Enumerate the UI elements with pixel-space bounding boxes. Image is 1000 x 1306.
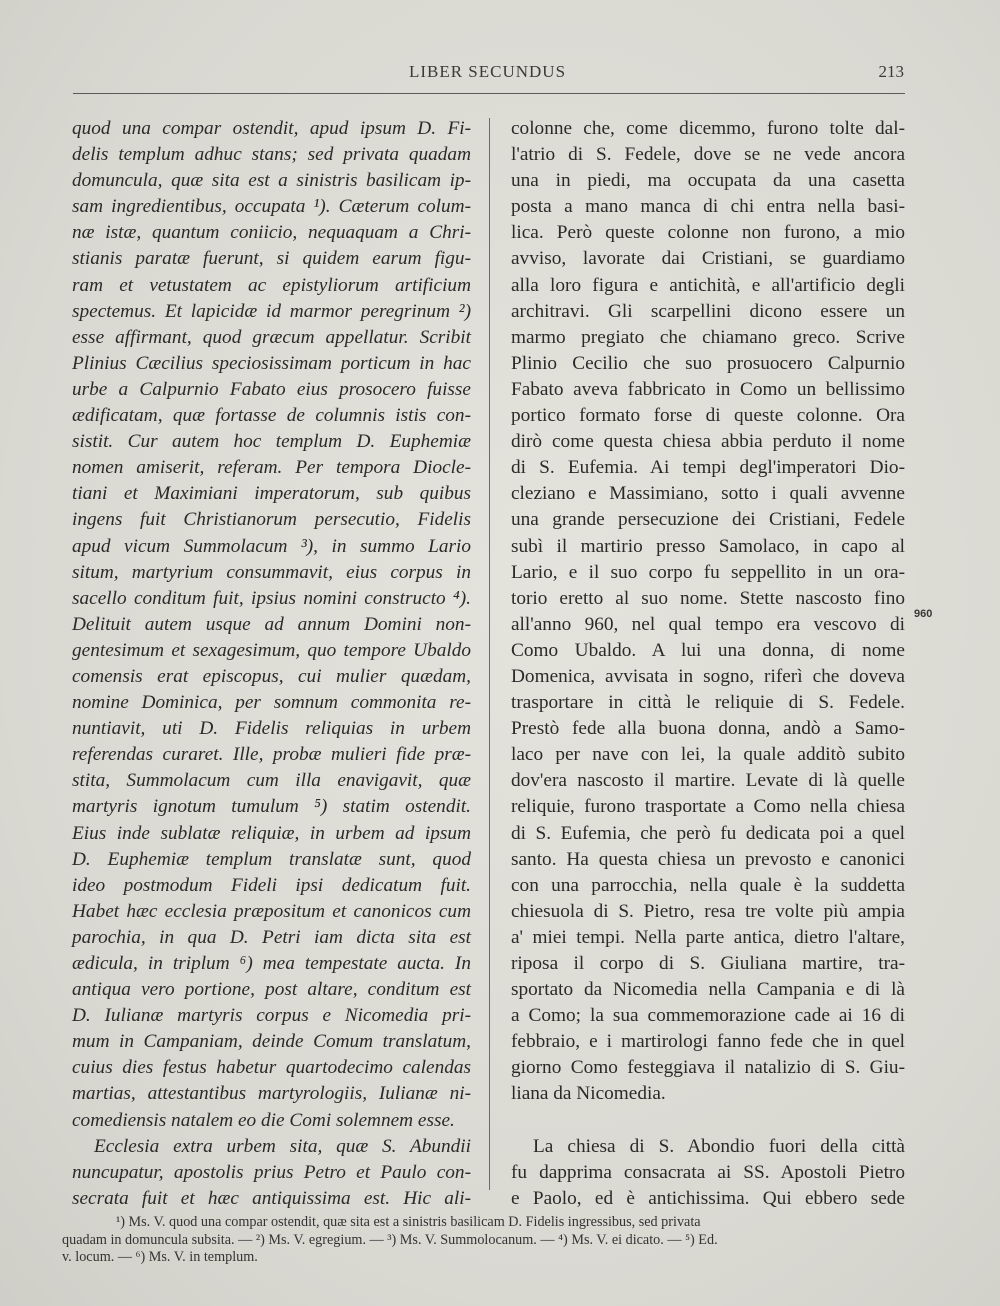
- italian-text-line: colonne che, come dicemmo, furono tolte dal-: [511, 118, 905, 139]
- latin-text-line: ædificatam, quæ fortasse de columnis istis con-: [72, 405, 471, 427]
- latin-text-line: situm, martyrium consummavit, eius corpus in: [72, 561, 471, 583]
- latin-text-line: Habet hæc ecclesia præpositum et canonicos cum: [72, 900, 471, 922]
- italian-text-line: l'atrio di S. Fedele, dove se ne vede ancora: [511, 144, 905, 166]
- italian-text-line: a' miei tempi. Nella parte antica, dietro l'altare,: [511, 926, 905, 948]
- latin-text-line: referendas curaret. Ille, probæ mulieri fide præ-: [72, 744, 471, 766]
- latin-text-line: esse affirmant, quod græcum appellatur. Scribit: [72, 326, 471, 348]
- italian-text-line: Fabato aveva fabbricato in Como un bellissimo: [511, 378, 905, 400]
- latin-text-line: D. Euphemiæ templum translatæ sunt, quod: [72, 848, 471, 870]
- latin-text-line: urbe a Calpurnio Fabato eius prosocero fuisse: [72, 378, 471, 400]
- italian-text-line: Prestò fede alla buona donna, andò a Samo-: [511, 718, 905, 740]
- latin-text-line: Eius inde sublatæ reliquiæ, in urbem ad ipsum: [72, 822, 471, 844]
- latin-text-line: Delituit autem usque ad annum Domini non-: [72, 613, 471, 635]
- italian-text-line: alla loro figura e antichità, e all'artificio degli: [511, 274, 905, 296]
- latin-text-column: [72, 116, 471, 1212]
- italian-text-line: dirò come questa chiesa abbia perduto il nome: [511, 431, 905, 453]
- italian-text-line: trasportare in città le reliquie di S. Fedele.: [511, 692, 905, 714]
- footnote-line: quadam in domuncula subsita. — ²) Ms. V. egregium. — ³) Ms. V. Summolocanum. — ⁴) Ms. V. ei dicato. — ⁵) Ed.: [62, 1231, 718, 1248]
- italian-text-line: lica. Però queste colonne non furono, a mio: [511, 222, 905, 244]
- italian-text-line: di S. Eufemia. Ai tempi degl'imperatori Dio-: [511, 457, 905, 479]
- paragraph-gap: [511, 1108, 905, 1134]
- italian-text-line: giorno Como festeggiava il natalizio di S. Giu-: [511, 1057, 905, 1079]
- footnote-line: v. locum. — ⁶) Ms. V. in templum.: [62, 1249, 258, 1265]
- italian-text-line: cleziano e Massimiano, sotto i quali avvenne: [511, 483, 905, 505]
- italian-text-line: architravi. Gli scarpellini dicono essere un: [511, 300, 905, 322]
- italian-text-line: una in piedi, ma occupata da una casetta: [511, 170, 905, 192]
- italian-text-line: una grande persecuzione dei Cristiani, Fedele: [511, 509, 905, 531]
- latin-text-line: mum in Campaniam, deinde Comum translatum,: [72, 1031, 471, 1053]
- latin-text-line: parochia, in qua D. Petri iam dicta sita est: [72, 926, 471, 948]
- italian-text-line: Lario, e il suo corpo fu seppellito in un ora-: [511, 561, 905, 583]
- italian-text-line: con una parrocchia, nella quale è la suddetta: [511, 874, 905, 896]
- margin-year-note: 960: [914, 608, 933, 620]
- latin-text-line: næ istæ, quantum coniicio, nequaquam a Chri-: [72, 222, 471, 244]
- italian-text-column: [511, 116, 905, 1212]
- italian-text-line: reliquie, furono trasportate a Como nella chiesa: [511, 796, 905, 818]
- italian-text-line: febbraio, e i martirologi fanno fede che in quel: [511, 1031, 905, 1053]
- latin-text-line: martyris ignotum tumulum ⁵) statim ostendit.: [72, 796, 471, 818]
- latin-text-line: sistit. Cur autem hoc templum D. Euphemiæ: [72, 431, 471, 453]
- latin-text-line: ædicula, in triplum ⁶) mea tempestate aucta. In: [72, 953, 471, 974]
- latin-text-line: stita, Summolacum cum illa enavigavit, quæ: [72, 770, 471, 792]
- latin-text-line: domuncula, quæ sita est a sinistris basilicam ip-: [72, 170, 471, 192]
- italian-text-line: posta a mano manca di chi entra nella basi-: [511, 196, 905, 218]
- latin-text-line: D. Iulianæ martyris corpus e Nicomedia pri-: [72, 1005, 471, 1027]
- latin-text-line: nuntiavit, uti D. Fidelis reliquias in urbem: [72, 718, 471, 740]
- italian-text-line: sportato da Nicomedia nella Campania e di là: [511, 979, 905, 1001]
- italian-text-line: laco per nave con lei, la quale additò subito: [511, 744, 905, 766]
- latin-text-line: delis templum adhuc stans; sed privata quadam: [72, 144, 471, 166]
- latin-text-line: comensis erat episcopus, cui mulier quædam,: [72, 665, 471, 687]
- latin-text-line: comediensis natalem eo die Comi solemnem esse.: [72, 1109, 455, 1131]
- column-divider: [489, 118, 490, 1190]
- latin-text-line: gentesimum et sexagesimum, quo tempore Ubaldo: [72, 639, 471, 661]
- italian-text-line: marmo pregiato che chiamano greco. Scrive: [511, 326, 905, 348]
- latin-text-line: secrata fuit et hæc antiquissima est. Hic ali-: [72, 1187, 471, 1209]
- italian-text-line: Como Ubaldo. A lui una donna, di nome: [511, 639, 905, 661]
- latin-text-line: tiani et Maximiani imperatorum, sub quibus: [72, 483, 471, 505]
- italian-text-line: portico formato forse di queste colonne. Ora: [511, 405, 905, 427]
- italian-text-line: Domenica, avvisata in sogno, riferì che doveva: [511, 665, 905, 687]
- italian-text-line: liana da Nicomedia.: [511, 1083, 666, 1105]
- latin-text-line: antiqua vero portione, post altare, conditum est: [72, 979, 471, 1001]
- italian-text-line: La chiesa di S. Abondio fuori della città: [533, 1135, 905, 1157]
- italian-text-line: santo. Ha questa chiesa un prevosto e canonici: [511, 848, 905, 870]
- latin-text-line: apud vicum Summolacum ³), in summo Lario: [72, 535, 471, 557]
- page-number: 213: [878, 62, 904, 81]
- italian-text-line: di S. Eufemia, che però fu dedicata poi a quel: [511, 822, 905, 844]
- latin-text-line: ingens fuit Christianorum persecutio, Fidelis: [72, 509, 471, 531]
- italian-text-line: all'anno 960, nel qual tempo era vescovo di: [511, 613, 905, 635]
- italian-text-line: chiesuola di S. Pietro, resa tre volte più ampia: [511, 900, 905, 922]
- latin-text-line: sam ingredientibus, occupata ¹). Cæterum colum-: [72, 196, 471, 218]
- latin-text-line: Ecclesia extra urbem sita, quæ S. Abundii: [94, 1135, 471, 1157]
- latin-text-line: ideo postmodum Fideli ipsi dedicatum fuit.: [72, 874, 471, 896]
- italian-text-line: torio eretto al suo nome. Stette nascosto fino: [511, 587, 905, 609]
- running-header-title: LIBER SECUNDUS: [408, 62, 567, 81]
- latin-text-line: nomine Dominica, per somnum commonita re-: [72, 692, 471, 714]
- footnotes: [62, 1214, 904, 1267]
- italian-text-line: riposa il corpo di S. Giuliana martire, tra-: [511, 953, 905, 974]
- footnote-line: ¹) Ms. V. quod una compar ostendit, quæ sita est a sinistris basilicam D. Fidelis ingressibus, sed privata: [116, 1214, 701, 1230]
- latin-text-line: nomen amiserit, referam. Per tempora Diocle-: [72, 457, 471, 479]
- italian-text-line: dov'era nascosto il martire. Levate di là quelle: [511, 770, 905, 792]
- latin-text-line: quod una compar ostendit, apud ipsum D. Fi-: [72, 118, 471, 139]
- latin-text-line: nuncupatur, apostolis prius Petro et Paulo con-: [72, 1161, 471, 1183]
- latin-text-line: sacello conditum fuit, ipsius nomini constructo ⁴).: [72, 587, 471, 609]
- italian-text-line: fu dapprima consacrata ai SS. Apostoli Pietro: [511, 1161, 905, 1183]
- italian-text-line: a Como; la sua commemorazione cade ai 16 di: [511, 1005, 905, 1027]
- italian-text-line: e Paolo, ed è antichissima. Qui ebbero sede: [511, 1187, 905, 1209]
- italian-text-line: avviso, lavorate dai Cristiani, se guardiamo: [511, 248, 905, 270]
- latin-text-line: cuius dies festus habetur quartodecimo calendas: [72, 1057, 471, 1079]
- header-rule: [73, 93, 905, 94]
- latin-text-line: ram et vetustatem ac epistyliorum artificium: [72, 274, 471, 296]
- italian-text-line: Plinio Cecilio che suo prosuocero Calpurnio: [511, 352, 905, 374]
- italian-text-line: subì il martirio presso Samolaco, in capo al: [511, 535, 905, 557]
- latin-text-line: martias, attestantibus martyrologiis, Iulianæ ni-: [72, 1083, 471, 1105]
- latin-text-line: spectemus. Et lapicidæ id marmor peregrinum ²): [72, 300, 471, 322]
- latin-text-line: Plinius Cæcilius speciosissimam porticum in hac: [72, 352, 471, 374]
- latin-text-line: stianis paratæ fuerunt, si quidem earum figu-: [72, 248, 471, 270]
